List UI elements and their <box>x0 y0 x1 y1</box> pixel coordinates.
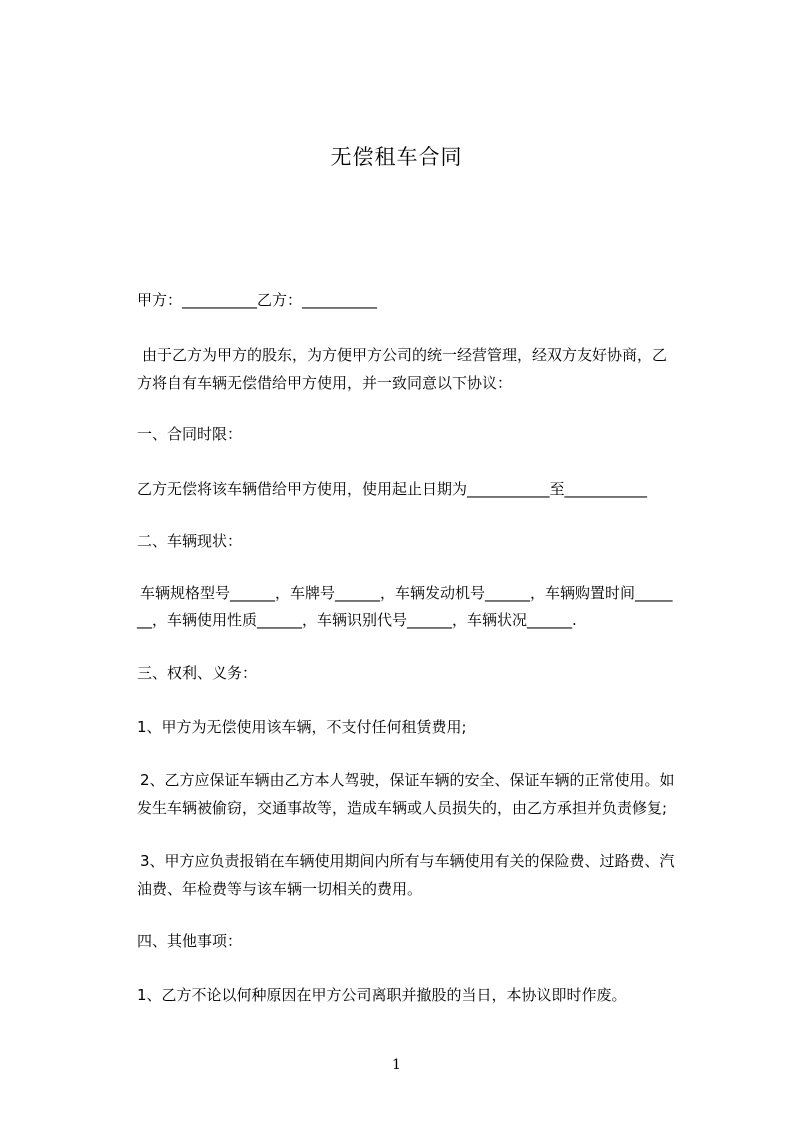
section3-item-3-line-1: 3、甲方应负责报销在车辆使用期间内所有与车辆使用有关的保险费、过路费、汽 <box>140 852 675 870</box>
section4-heading: 四、其他事项： <box>137 932 243 950</box>
document-title: 无偿租车合同 <box>330 145 463 169</box>
intro-line-2: 方将自有车辆无偿借给甲方使用，并一致同意以下协议： <box>137 374 513 392</box>
section3-item-2-line-1: 2、乙方应保证车辆由乙方本人驾驶，保证车辆的安全、保证车辆的正常使用。如 <box>140 771 675 789</box>
section1-heading: 一、合同时限： <box>137 425 243 443</box>
section3-item-3-line-2: 油费、年检费等与该车辆一切相关的费用。 <box>137 880 423 898</box>
parties-line: 甲方：__________乙方：__________ <box>137 291 378 309</box>
section1-text: 乙方无偿将该车辆借给甲方使用，使用起止日期为___________至___________ <box>137 480 648 498</box>
section3-item-1: 1、甲方为无偿使用该车辆，不支付任何租赁费用; <box>137 718 467 736</box>
page-number: 1 <box>392 1057 401 1073</box>
section3-item-2-line-2: 发生车辆被偷窃，交通事故等，造成车辆或人员损失的，由乙方承担并负责修复; <box>137 799 668 817</box>
section3-heading: 三、权利、义务： <box>137 664 258 682</box>
section4-item-1: 1、乙方不论以何种原因在甲方公司离职并撤股的当日，本协议即时作废。 <box>137 986 627 1004</box>
section2-line-2: __，车辆使用性质______，车辆识别代号______，车辆状况______. <box>137 611 577 629</box>
section2-heading: 二、车辆现状： <box>137 532 243 550</box>
intro-line-1: 由于乙方为甲方的股东，为方便甲方公司的统一经营管理，经双方友好协商，乙 <box>142 346 668 364</box>
section2-line-1: 车辆规格型号______，车牌号______，车辆发动机号______，车辆购置时间_____ <box>140 584 673 602</box>
